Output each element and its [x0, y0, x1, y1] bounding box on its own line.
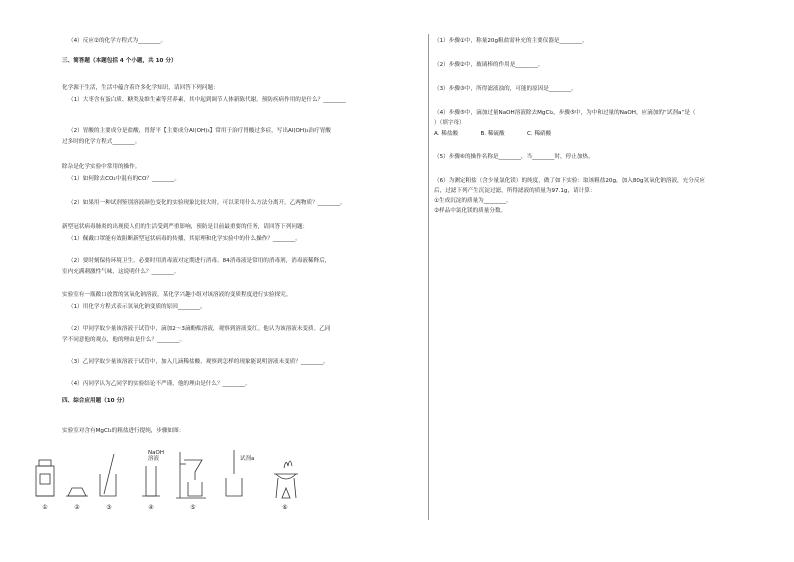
question-line: 室内充满刺激性气味，这说明什么？________。 — [62, 269, 180, 275]
question-line: （1）如何除去CO₂中混有的CO？________。 — [68, 176, 180, 182]
figure-number: ③ — [106, 504, 112, 511]
question-line: 学不同意他的观点，他的理由是什么？________。 — [62, 337, 186, 343]
answer-options: A. 稀盐酸 B. 稀硫酸 C. 稀硝酸 — [434, 131, 552, 137]
cylinder-shape — [146, 466, 156, 496]
question-line: （4）反应②的化学方程式为________。 — [68, 38, 167, 44]
question-line: （3）乙同学取少量该溶液于试管中，加入几滴稀盐酸，观察到怎样的现象能说明溶液未变质？________。 — [68, 359, 329, 365]
jar-lid — [39, 460, 51, 466]
steam-shape — [284, 461, 292, 468]
question-line: （1）佩戴口罩能有效阻断新型冠状病毒的传播，其原理和化学实验中的什么操作？________。 — [68, 236, 301, 242]
paragraph: 新型冠状病毒肺炎的出现使人们的生活受到严重影响，预防是目前最重要的任务，请回答下列问题： — [62, 224, 309, 230]
question-line: （2）胃酸的主要成分是盐酸，胃舒平【主要成分Al(OH)₃】常用于治疗胃酸过多症，写出Al(OH)₃治疗胃酸 — [68, 128, 331, 134]
question-line: （1）大枣含有蛋白质、糖类及维生素等营养素，其中起到调节人体新陈代谢，预防疾病作用的是什么？________ — [68, 97, 346, 103]
naoh-label-line1: NaOH — [148, 450, 164, 456]
figure-number: ⑤ — [190, 504, 196, 511]
funnel-shape — [184, 460, 202, 480]
question-line: （1）用化学方程式表示氢氧化钠变质的原因________。 — [68, 304, 206, 310]
question-line: （6）为测定粗盐（含少量氯化镁）的纯度，做了如下实验：取该粗盐20g，加入80g氢氧化钠溶液，充分反应 — [434, 178, 706, 184]
figure-number: ① — [42, 504, 48, 511]
naoh-label — [148, 450, 164, 462]
question-line: ①生成沉淀的质量为________。 — [434, 198, 512, 204]
paragraph: 化学源于生活，生活中蕴含着许多化学知识，请回答下列问题： — [62, 85, 219, 91]
question-line: 后，过滤下列产生沉淀过滤，所得滤液的质量为97.1g，请计算： — [434, 188, 596, 194]
question-line: ）（填字母） — [434, 120, 465, 126]
question-line: （2）如果用一种试剂鉴别溶液颜色变化的实验现象比较大时，可以采用什么方法分离开，乙两物质？________。 — [68, 200, 346, 206]
jar-shape — [36, 466, 54, 496]
question-line: 过多时的化学方程式________。 — [62, 139, 141, 145]
glass-rod — [104, 454, 114, 494]
question-line: （5）步骤⑥的操作名称是________，当________时，停止加热。 — [434, 154, 594, 160]
question-line: （2）要时刻保持环境卫生，必要时用消毒液对定期进行消毒。84消毒液是常用的消毒剂，消毒液稀释后， — [68, 258, 331, 264]
column-divider — [428, 34, 429, 520]
question-line: （2）甲同学取少量该溶液于试管中，滴加2～3滴酚酞溶液，观察到溶液变红。他认为该溶液未变质。乙同 — [68, 326, 331, 332]
powder-shape — [68, 488, 86, 496]
section-heading: 四、综合应用题（10 分） — [62, 398, 128, 404]
reagent-label: 试剂a — [240, 456, 255, 462]
figure-number: ⑥ — [282, 504, 288, 511]
question-line: ②样品中氯化镁的质量分数。 — [434, 208, 507, 214]
beaker-shape — [188, 482, 202, 496]
lamp-shape — [282, 488, 290, 498]
paragraph: 除杂是化学实验中常用的操作。 — [62, 164, 141, 170]
section-heading: 三、简答题（本题包括 4 个小题，共 10 分） — [62, 58, 177, 64]
figure-number: ② — [74, 504, 80, 511]
naoh-label-line2: 溶液 — [148, 456, 160, 463]
dish-shape — [276, 474, 296, 479]
paragraph: 实验室对含有MgCl₂的粗盐进行提纯，步骤如图： — [62, 428, 185, 434]
question-line: （2）步骤②中，玻璃棒的作用是________。 — [434, 62, 544, 68]
question-line: （4）丙同学认为乙同学的实验结论不严谨，他的理由是什么？________。 — [68, 381, 251, 387]
paragraph: 实验室有一瓶敞口放置的氢氧化钠溶液，某化学兴趣小组对该溶液的变质程度进行实验探究。 — [62, 292, 292, 298]
figure-number: ④ — [148, 504, 154, 511]
question-line: （4）步骤⑤中，滴加过量NaOH溶液除去MgCl₂，步骤⑤中，为中和过量的NaOH，应滴加的“试剂a”是（ — [434, 110, 696, 116]
question-line: （1）步骤①中，称量20g粗盐需补充的主要仪器是________。 — [434, 38, 588, 44]
question-line: （3）步骤③中，所得滤液浊的，可能的原因是________。 — [434, 86, 577, 92]
apparatus-figure — [30, 444, 360, 514]
